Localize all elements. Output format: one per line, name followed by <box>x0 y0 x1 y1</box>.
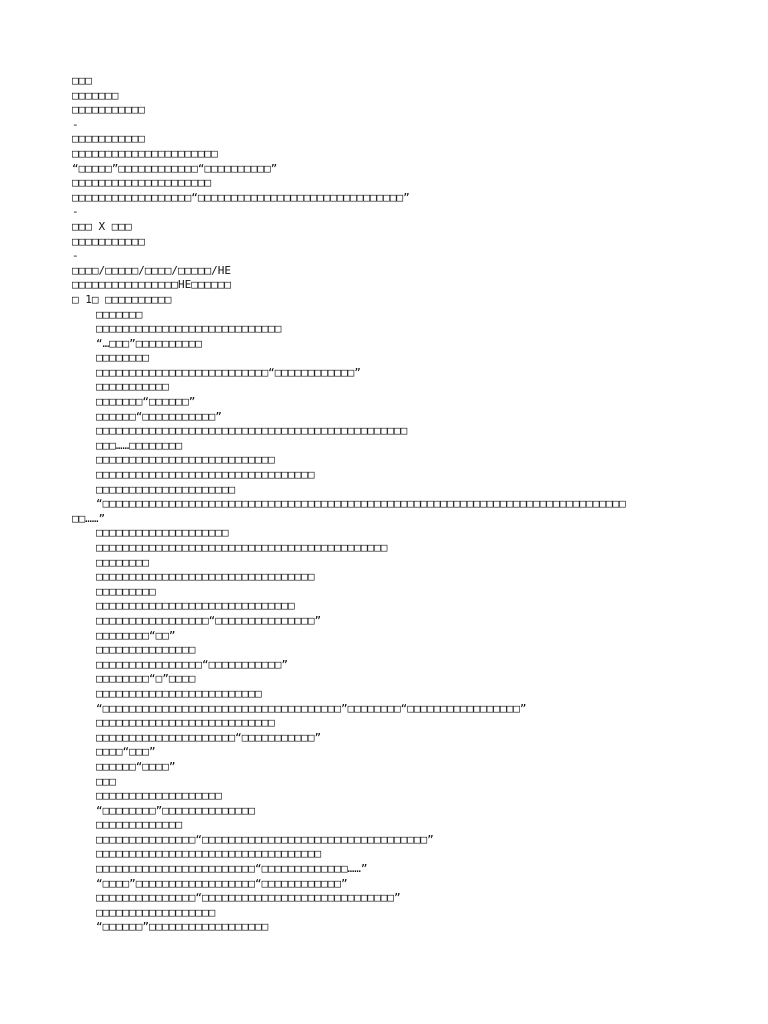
text-line: □□□□□□□ <box>72 88 119 102</box>
text-line: “□□□□□□□□□□□□□□□□□□□□□□□□□□□□□□□□□□□□”□□□□□□□□“□□□□□□□□□□□□□□□□□” <box>96 701 527 715</box>
text-line: □□□□□□□□□□□□□□□“□□□□□□□□□□□□□□□□□□□□□□□□□□□□□” <box>96 891 401 905</box>
text-line: □□□□□□□□□□□□□□□□□□□□□□□□“□□□□□□□□□□□□□……” <box>96 862 368 876</box>
text-line: □□□□□□□□□□□ <box>72 234 145 248</box>
text-line: - <box>72 117 79 131</box>
text-line: - <box>72 205 79 219</box>
text-line: □□□□□□□“□□□□□□” <box>96 395 196 409</box>
document-page <box>72 74 712 935</box>
text-line: □□□□/□□□□□/□□□□/□□□□□/HE <box>72 263 231 277</box>
text-line: □□□□□□□□□□□□□□□□□□□□□□□□□□□□□□ <box>96 599 295 613</box>
text-line: □□□□□□□□□□□□□□□□□□□□□□□□□□□ <box>96 716 275 730</box>
text-line: □□□□□□□□ <box>96 351 149 365</box>
text-line: □□□□□□□□□□□□□□□□□□□□□□□□□ <box>96 686 262 700</box>
text-line: □□□□□□□□□□□□□□□□□□□□□□□□□□□□□□□□□□□□□□□□□□□□□□□ <box>96 424 408 438</box>
text-line: “□□□□□□”□□□□□□□□□□□□□□□□□□ <box>96 920 269 934</box>
text-line: “□□□□”□□□□□□□□□□□□□□□□□□“□□□□□□□□□□□□” <box>96 876 348 890</box>
text-line: □□□□□□□□□ <box>96 584 156 598</box>
text-line: □□□□□□□□□□□□□□□□□□□□□ <box>96 482 236 496</box>
text-line: □□□□□□□□□□□ <box>72 132 145 146</box>
text-line: □□□□□□□□□□□□□ <box>96 818 183 832</box>
text-line: □□□□□□□□□□□□□□□□□□□□□□□□□□“□□□□□□□□□□□□” <box>96 365 361 379</box>
text-line: □□□ <box>96 774 116 788</box>
text-line: □□□□□□□□□□□□□□□□□□□□□□□□□□□□□□□□□□ <box>96 847 322 861</box>
text-line: □□□□□□□□□□□□□□□□□□ <box>96 905 216 919</box>
text-line: □□□□“□□□” <box>96 745 156 759</box>
text-line: “…□□□”□□□□□□□□□□ <box>96 336 202 350</box>
text-line: □□□□□□□□□□□□□□□□□□□□□□□□□□□□□□□□□ <box>96 468 315 482</box>
text-line: □□□□□□□□□□□□□□□□“□□□□□□□□□□□” <box>96 657 289 671</box>
text-line: □□□□□□□□□□□□□□□□□□□□□□□□□□□□□□□□□□□□□□□□□□□□ <box>96 541 388 554</box>
text-line: □ 1□ □□□□□□□□□□ <box>72 292 172 306</box>
text-line: □□□……□□□□□□□□ <box>96 438 183 452</box>
text-line: □□□□□□□□□□□ <box>96 380 169 394</box>
text-line: □□□ X □□□ <box>72 219 132 233</box>
text-line: □□□□□□□□□□□□□□□“□□□□□□□□□□□□□□□□□□□□□□□□□□□□□□□□□□” <box>96 832 434 846</box>
text-line: □□□□□□□□“□”□□□□ <box>96 672 196 686</box>
text-line: □□□□□□□□□□□ <box>72 103 145 117</box>
text-line: □□□□□□□□□□□□□□□□□□□□□ <box>72 176 212 190</box>
text-line: □□□□□□□□□□□□□□□□□□□ <box>96 789 222 803</box>
text-line: □□□□□□□□□□□□□□□ <box>96 643 196 657</box>
text-line: □□□□□□“□□□□□□□□□□□” <box>96 409 222 423</box>
text-line: □□□□□□□□□□□□□□□□□□□□□“□□□□□□□□□□□” <box>96 730 322 744</box>
text-line: □□□□□□□□□□□□□□□□□□□□□□ <box>72 146 218 160</box>
text-line: □□□□□□□□“□□” <box>96 628 176 642</box>
text-line: □□□□□□“□□□□” <box>96 759 176 773</box>
text-line: □□□□□□□□□□□□□□□□□□□□□□□□□□□□□□□□□ <box>96 570 315 584</box>
text-line: □□□□□□□□□□□□□□□□□“□□□□□□□□□□□□□□□” <box>96 613 322 627</box>
text-line: “□□□□□”□□□□□□□□□□□□“□□□□□□□□□□” <box>72 161 278 175</box>
text-line: “□□□□□□□□□□□□□□□□□□□□□□□□□□□□□□□□□□□□□□□□□□□□□□□□□□□□□□□□□□□□□□□□□□□□□□□□□□□□□□□ <box>96 497 626 511</box>
text-line: □□□□□□□□□□□□□□□□HE□□□□□□ <box>72 278 231 292</box>
text-line: □□□□□□□□□□□□□□□□□□□□□□□□□□□□ <box>96 322 282 336</box>
text-line: □□□□□□□ <box>96 307 143 321</box>
text-line: “□□□□□□□□”□□□□□□□□□□□□□□ <box>96 803 255 817</box>
text-line: □□□□□□□□ <box>96 555 149 569</box>
text-line: □□□ <box>72 74 92 87</box>
text-line: □□□□□□□□□□□□□□□□□□□□ <box>96 526 229 540</box>
text-line: □□□□□□□□□□□□□□□□□□□□□□□□□□□ <box>96 453 275 467</box>
text-line: □□……” <box>72 511 106 525</box>
text-line: - <box>72 249 79 263</box>
text-line: □□□□□□□□□□□□□□□□□□“□□□□□□□□□□□□□□□□□□□□□□□□□□□□□□□” <box>72 190 410 204</box>
